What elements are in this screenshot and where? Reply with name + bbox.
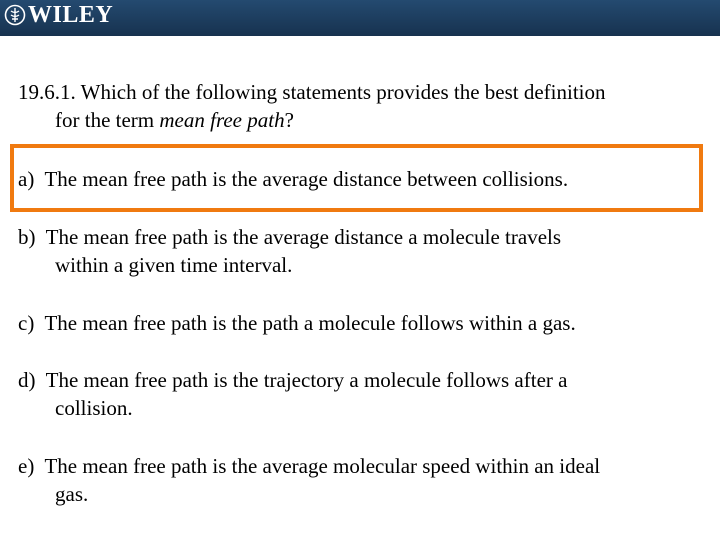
question-term: mean free path <box>159 108 285 132</box>
question-number: 19.6.1. <box>18 80 76 104</box>
option-letter: b) <box>18 225 36 249</box>
option-letter: d) <box>18 368 36 392</box>
option-text-line1: The mean free path is the average molecular speed within an ideal <box>44 454 601 478</box>
option-text-line2: collision. <box>55 396 133 420</box>
option-letter: e) <box>18 454 35 478</box>
option-text-line1: The mean free path is the path a molecule follows within a gas. <box>44 311 576 335</box>
option-a[interactable] <box>18 165 708 193</box>
option-text-line2: within a given time interval. <box>55 253 293 277</box>
wiley-logo <box>4 1 113 29</box>
option-text-line1: The mean free path is the trajectory a molecule follows after a <box>45 368 568 392</box>
question-line2-prefix: for the term <box>55 108 160 132</box>
option-letter: a) <box>18 167 35 191</box>
option-letter: c) <box>18 311 35 335</box>
question-line1: Which of the following statements provides the best definition <box>80 80 606 104</box>
brand-name: WILEY <box>28 2 114 28</box>
question-text <box>18 78 708 134</box>
option-e[interactable] <box>18 452 708 508</box>
option-text-line1: The mean free path is the average distance a molecule travels <box>45 225 562 249</box>
header-bar <box>0 0 720 36</box>
option-b[interactable] <box>18 223 708 279</box>
question-line2 <box>18 106 708 134</box>
option-c[interactable] <box>18 309 708 337</box>
option-d[interactable] <box>18 366 708 422</box>
option-text-line1: The mean free path is the average distance between collisions. <box>44 167 569 191</box>
option-text-line2: gas. <box>55 482 89 506</box>
question-line2-suffix: ? <box>284 108 294 132</box>
wiley-emblem-icon <box>4 4 26 26</box>
